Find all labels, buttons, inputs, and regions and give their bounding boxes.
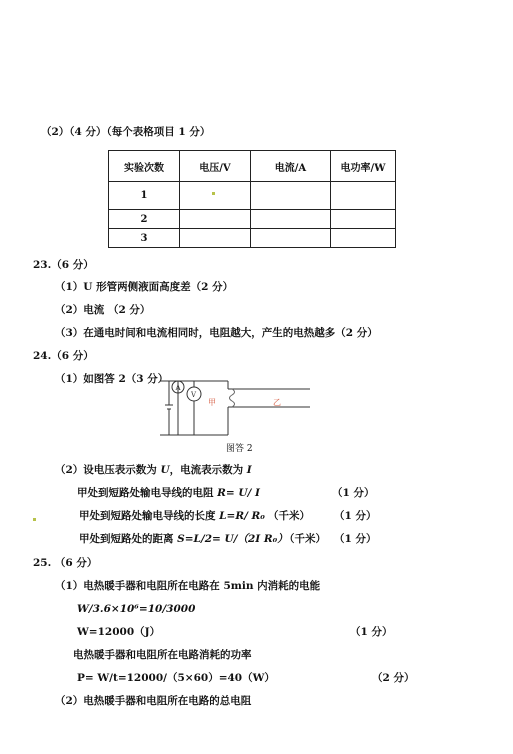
- q23-part1: （1）U 形管两侧液面高度差（2 分）: [55, 281, 234, 293]
- q23-title: 23.（6 分）: [33, 259, 94, 271]
- experiment-table: [108, 150, 396, 248]
- table-cell: [331, 182, 396, 210]
- q24-l2-text: 甲处到短路处输电导线的长度: [79, 510, 220, 522]
- table-row: [109, 229, 396, 248]
- q24-title: 24.（6 分）: [33, 350, 94, 362]
- table-cell: 2: [109, 210, 180, 229]
- q24-l3-unit: （千米）: [284, 533, 326, 545]
- ammeter-label: A: [175, 384, 181, 392]
- q25-eq3-score: （2 分）: [372, 672, 415, 684]
- q25-eq1: W/3.6×10⁶=10/3000: [77, 603, 196, 615]
- table-cell: [180, 182, 251, 210]
- q24-l2-score: （1 分）: [334, 510, 377, 522]
- q24-l3-text: 甲处到短路处的距离: [79, 533, 178, 545]
- header-current: 电流/A: [251, 151, 331, 182]
- q22-part2-header: （2）（4 分）（每个表格项目 1 分）: [41, 126, 211, 138]
- q24-p2-mid: ，电流表示数为: [169, 464, 247, 476]
- table-row: [109, 210, 396, 229]
- table-cell: 3: [109, 229, 180, 248]
- label-jia: 甲: [208, 398, 216, 407]
- speck-mark: [33, 518, 36, 521]
- table-cell: 1: [109, 182, 180, 210]
- q24-l1-text: 甲处到短路处输电导线的电阻: [77, 487, 218, 499]
- q24-line-resistance: [77, 486, 260, 500]
- q24-part2: [55, 463, 252, 477]
- table-cell: [331, 229, 396, 248]
- table-cell: [331, 210, 396, 229]
- figure-caption: 图答 2: [226, 444, 253, 454]
- q24-l1-score: （1 分）: [332, 487, 375, 499]
- q24-line-distance: [79, 532, 288, 546]
- q24-l2-unit: （千米）: [268, 510, 310, 522]
- q24-line-length: [79, 509, 265, 523]
- table-cell: [251, 182, 331, 210]
- header-trial: 实验次数: [109, 151, 180, 182]
- q24-p2-u: U: [160, 464, 170, 476]
- table-header-row: [109, 151, 396, 182]
- q25-eq3: P= W/t=12000/（5×60）=40（W）: [77, 672, 275, 684]
- speck-mark: [212, 192, 215, 195]
- header-power: 电功率/W: [331, 151, 396, 182]
- table-cell: [251, 210, 331, 229]
- q24-l1-formula: R= U/ I: [217, 487, 260, 499]
- label-yi: 乙: [273, 398, 281, 407]
- q24-part1: （1）如图答 2（3 分）: [55, 373, 169, 385]
- q24-p2-i: I: [246, 464, 252, 476]
- q23-part3: （3）在通电时间和电流相同时，电阻越大，产生的电热越多（2 分）: [55, 327, 378, 339]
- header-voltage: 电压/V: [180, 151, 251, 182]
- table-cell: [251, 229, 331, 248]
- q24-l3-formula: S=L/2= U/（2I R₀）: [177, 533, 288, 545]
- q23-part2: （2）电流 （2 分）: [55, 304, 151, 316]
- q25-title: 25. （6 分）: [33, 557, 98, 569]
- q25-part1: （1）电热暖手器和电阻所在电路在 5min 内消耗的电能: [55, 580, 321, 592]
- table-cell: [180, 229, 251, 248]
- q24-l3-score: （1 分）: [334, 533, 377, 545]
- table-row: [109, 182, 396, 210]
- q25-power-label: 电热暖手器和电阻所在电路消耗的功率: [73, 649, 252, 661]
- q24-p2-prefix: （2）设电压表示数为: [55, 464, 161, 476]
- q25-eq2-score: （1 分）: [350, 626, 393, 638]
- q25-part2: （2）电热暖手器和电阻所在电路的总电阻: [55, 695, 252, 707]
- table-cell: [180, 210, 251, 229]
- q25-eq2: W=12000（J）: [77, 626, 161, 638]
- voltmeter-label: V: [191, 391, 197, 399]
- circuit-diagram: [160, 367, 310, 439]
- q24-l2-formula: L=R/ R₀: [219, 510, 265, 522]
